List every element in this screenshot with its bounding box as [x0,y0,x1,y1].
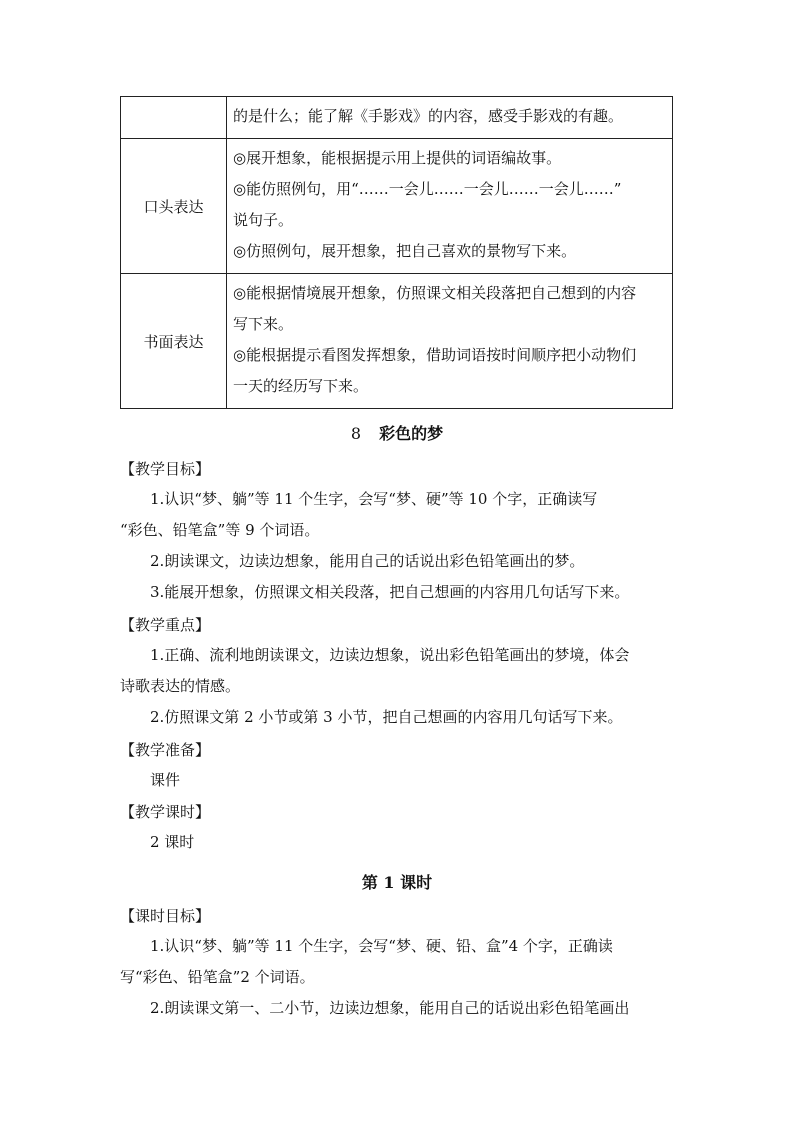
period-goal-paragraph: 1.认识“梦、躺”等 11 个生字，会写“梦、硬、铅、盒”4 个字，正确读 [150,937,613,955]
table-line: ◎能根据提示看图发挥想象，借助词语按时间顺序把小动物们 [233,346,637,364]
table-row-label [121,97,227,139]
period-goal-paragraph: 2.朗读课文第一、二小节，边读边想象，能用自己的话说出彩色铅笔画出 [150,999,630,1017]
period-goal-paragraph: 写“彩色、铅笔盒”2 个词语。 [120,968,315,986]
table-row [121,97,673,139]
lesson-title [0,421,794,444]
prep-text: 课件 [150,771,181,789]
section-heading-prep: 【教学准备】 [120,741,211,759]
lesson-number: 8 [350,424,362,443]
hours-text: 2 课时 [150,833,195,851]
goal-paragraph: 1.认识“梦、躺”等 11 个生字，会写“梦、硬”等 10 个字，正确读写 [150,490,598,508]
lesson-name: 彩色的梦 [379,424,444,443]
key-paragraph: 2.仿照课文第 2 小节或第 3 小节，把自己想画的内容用几句话写下来。 [150,708,623,726]
key-paragraph: 诗歌表达的情感。 [120,677,241,695]
table-line: 写下来。 [233,315,294,333]
table-line: 说句子。 [233,211,294,229]
table-line: ◎展开想象，能根据提示用上提供的词语编故事。 [233,149,562,167]
table-line: ◎能根据情境展开想象，仿照课文相关段落把自己想到的内容 [233,284,637,302]
table-row-content [227,97,673,139]
goal-paragraph: 2.朗读课文，边读边想象，能用自己的话说出彩色铅笔画出的梦。 [150,552,585,570]
section-heading-key: 【教学重点】 [120,616,211,634]
period-title: 第 1 课时 [361,873,433,892]
table-row-label: 书面表达 [121,274,227,409]
section-heading-period-goals: 【课时目标】 [120,907,211,925]
table-row [121,139,673,274]
table-row-label: 口头表达 [121,139,227,274]
table-line: 一天的经历写下来。 [233,377,369,395]
table-row [121,274,673,409]
section-heading-hours: 【教学课时】 [120,803,211,821]
key-paragraph: 1.正确、流利地朗读课文，边读边想象，说出彩色铅笔画出的梦境，体会 [150,646,630,664]
goals-table [120,96,673,409]
table-row-content [227,139,673,274]
goal-paragraph: “彩色、铅笔盒”等 9 个词语。 [120,521,320,539]
table-line: ◎能仿照例句，用“……一会儿……一会儿……一会儿……” [233,180,622,198]
table-row-content [227,274,673,409]
section-heading-goals: 【教学目标】 [120,460,211,478]
table-line: 的是什么；能了解《手影戏》的内容，感受手影戏的有趣。 [233,107,624,125]
table-line: ◎仿照例句，展开想象，把自己喜欢的景物写下来。 [233,242,577,260]
goal-paragraph: 3.能展开想象，仿照课文相关段落，把自己想画的内容用几句话写下来。 [150,583,630,601]
